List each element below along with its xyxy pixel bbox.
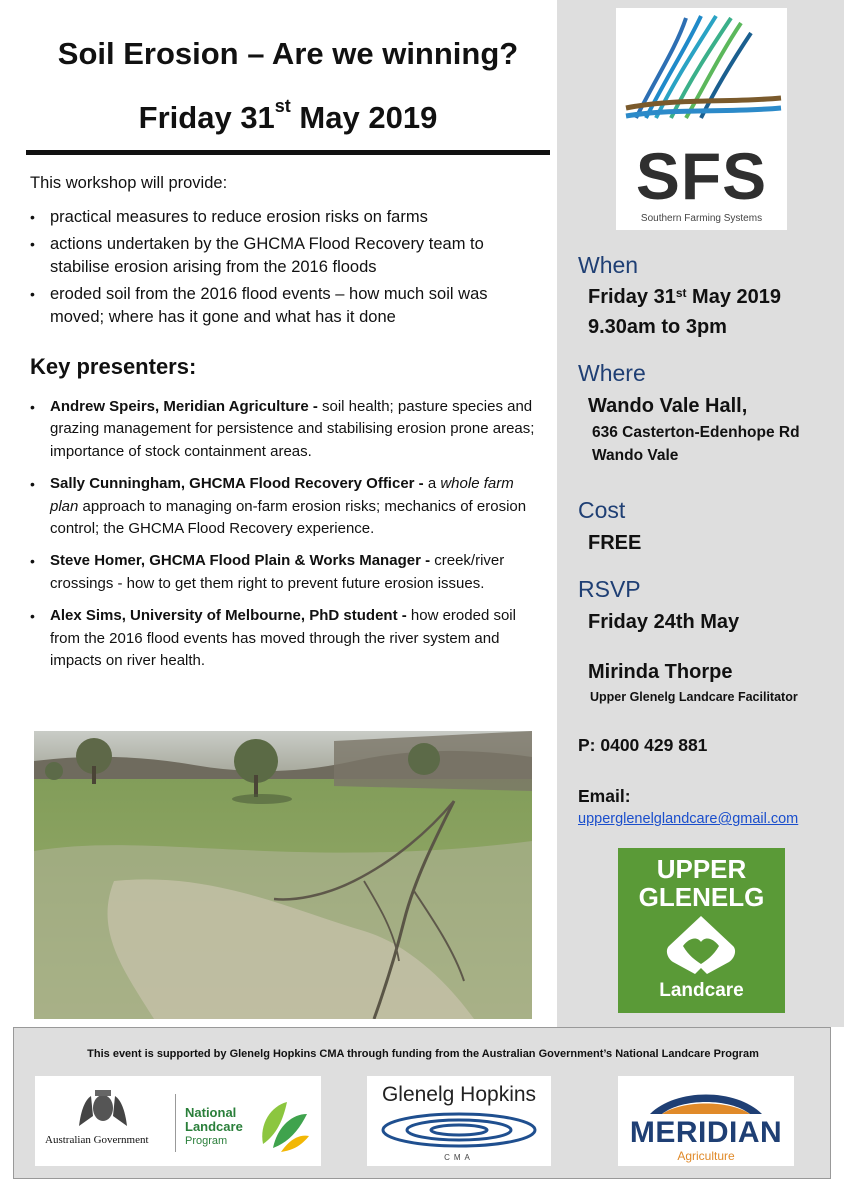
presenter-item: • Steve Homer, GHCMA Flood Plain & Works Manager - creek/river crossings - how to get them right to prevent future erosion issues.	[30, 550, 540, 595]
presenter-item: • Alex Sims, University of Melbourne, PhD student - how eroded soil from the 2016 flood events has moved through the river system and impacts on river health.	[30, 605, 540, 672]
australian-government-nlp-logo	[35, 1076, 321, 1166]
event-date-title: Friday 31st May 2019	[138, 96, 438, 135]
list-item: • practical measures to reduce erosion risks on farms	[30, 206, 540, 229]
when-date: Friday 31st May 2019	[588, 286, 782, 308]
erosion-photo	[34, 731, 532, 1019]
rsvp-heading: RSVP	[578, 576, 641, 602]
page-title: Soil Erosion – Are we winning?	[57, 36, 519, 71]
sfs-logo-subtitle: Southern Farming Systems	[640, 213, 763, 224]
presenter-item: • Andrew Speirs, Meridian Agriculture - soil health; pasture species and grazing management for persistence and stabilising erosion prone areas; importance of stock containment areas.	[30, 396, 540, 463]
where-venue: Wando Vale Hall,	[588, 395, 748, 417]
cost-value: FREE	[588, 532, 642, 554]
contact-role: Upper Glenelg Landcare Facilitator	[590, 690, 798, 704]
upper-glenelg-landcare-logo: UPPER GLENELG Landcare	[618, 848, 785, 1013]
coat-of-arms-icon	[73, 1086, 133, 1130]
sfs-logo	[616, 8, 787, 230]
list-item: • actions undertaken by the GHCMA Flood Recovery team to stabilise erosion arising from the 2016 floods	[30, 233, 540, 279]
meridian-arc-icon	[646, 1084, 766, 1116]
erosion-photo-image	[34, 731, 532, 1019]
glenelg-hopkins-name: Glenelg Hopkins	[381, 1083, 537, 1106]
nlp-leaf-icon	[253, 1094, 311, 1154]
title-divider	[26, 150, 550, 155]
list-item: • eroded soil from the 2016 flood events – how much soil was moved; where has it gone and what has it done	[30, 283, 540, 329]
email-label: Email:	[578, 786, 631, 806]
meridian-name: MERIDIAN	[629, 1116, 783, 1149]
when-heading: When	[578, 252, 639, 278]
agriculture-text: Agriculture	[677, 1149, 735, 1163]
glenelg-hopkins-cma-logo	[367, 1076, 551, 1166]
sfs-logo-letters: SFS	[635, 139, 768, 213]
cma-text: CMA	[444, 1153, 474, 1162]
meridian-agriculture-logo	[618, 1076, 794, 1166]
presenters-list	[30, 396, 540, 682]
where-heading: Where	[578, 360, 646, 386]
presenter-item: • Sally Cunningham, GHCMA Flood Recovery Officer - a whole farm plan approach to managing on-farm erosion risks; mechanics of erosion control; the GHCMA Flood Recovery experience.	[30, 473, 540, 540]
cost-heading: Cost	[578, 497, 626, 523]
logo-divider	[175, 1094, 176, 1152]
presenters-heading: Key presenters:	[30, 354, 197, 379]
sfs-swoosh-icon	[616, 8, 787, 133]
landcare-hands-icon	[661, 912, 741, 978]
where-town: Wando Vale	[592, 447, 679, 464]
when-time: 9.30am to 3pm	[588, 316, 727, 338]
contact-phone: P: 0400 429 881	[578, 735, 708, 755]
email-link[interactable]: upperglenelglandcare@gmail.com	[578, 811, 799, 827]
contact-name: Mirinda Thorpe	[588, 661, 733, 683]
intro-text: This workshop will provide:	[30, 174, 228, 192]
rsvp-date: Friday 24th May	[588, 611, 740, 633]
where-address: 636 Casterton-Edenhope Rd	[592, 424, 800, 441]
ripple-icon	[379, 1110, 539, 1150]
national-landcare-program-text: National Landcare Program	[185, 1105, 243, 1147]
workshop-provides-list	[30, 206, 540, 333]
australian-government-text: Australian Government	[45, 1134, 149, 1146]
sponsor-footer	[13, 1027, 831, 1179]
funding-note: This event is supported by Glenelg Hopkins CMA through funding from the Australian Government’s National Landcare Program	[87, 1048, 759, 1060]
